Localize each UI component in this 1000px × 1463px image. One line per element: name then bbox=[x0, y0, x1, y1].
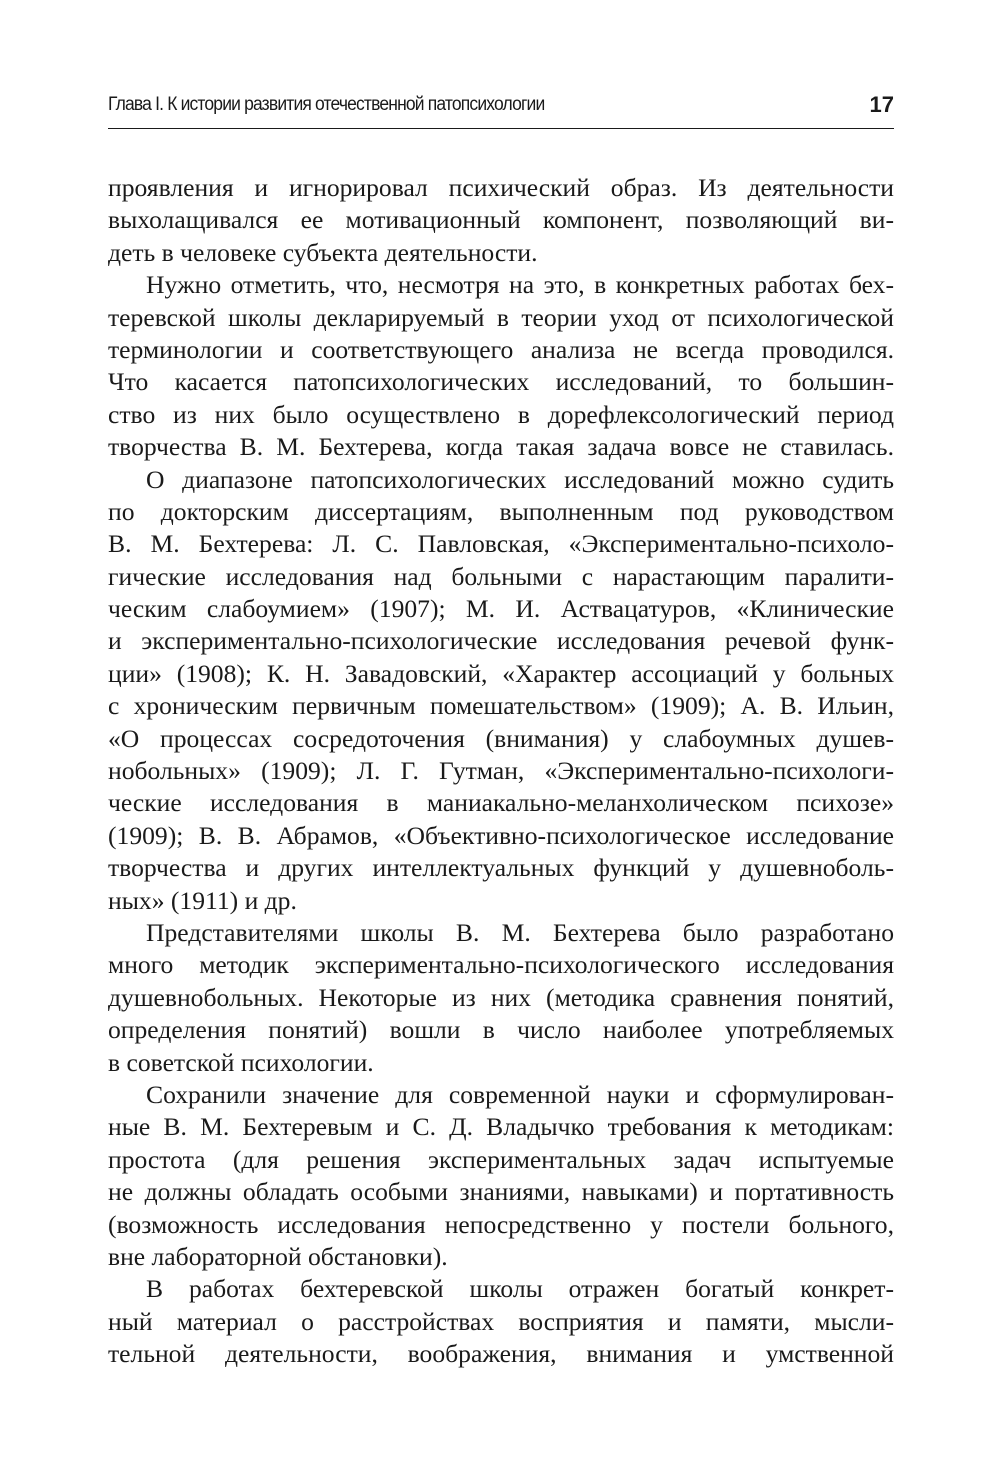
text-line: много методик экспериментально-психологического исследования bbox=[108, 950, 894, 980]
text-line: проявления и игнорировал психический образ. Из деятельности bbox=[108, 173, 894, 202]
text-line: нобольных» (1909); Л. Г. Гутман, «Экспериментально-психологи- bbox=[108, 756, 894, 786]
text-line: Представителями школы В. М. Бехтерева было разработано bbox=[146, 917, 894, 947]
text-line: не должны обладать особыми знаниями, навыками) и портативность bbox=[108, 1177, 894, 1207]
text-line: В. М. Бехтерева: Л. С. Павловская, «Экспериментально-психоло- bbox=[108, 529, 894, 559]
text-line: О диапазоне патопсихологических исследований можно судить bbox=[146, 464, 894, 494]
text-line: тельной деятельности, воображения, внимания и умственной bbox=[108, 1339, 894, 1369]
text-line: выхолащивался ее мотивационный компонент, позволяющий ви- bbox=[108, 205, 894, 235]
text-line: Нужно отметить, что, несмотря на это, в конкретных работах бех- bbox=[146, 270, 894, 300]
paragraph bbox=[108, 1273, 894, 1370]
text-line: ство из них было осуществлено в дорефлексологический период bbox=[108, 399, 894, 429]
paragraph bbox=[108, 172, 894, 269]
text-line: с хроническим первичным помешательством» (1909); А. В. Ильин, bbox=[108, 691, 894, 721]
text-line: определения понятий) вошли в число наиболее употребляемых bbox=[108, 1015, 894, 1045]
running-header bbox=[108, 92, 894, 129]
paragraph bbox=[108, 917, 894, 1079]
paragraph bbox=[108, 1079, 894, 1273]
text-line: Сохранили значение для современной науки и сформулирован- bbox=[146, 1079, 894, 1109]
text-line: ный материал о расстройствах восприятия и памяти, мысли- bbox=[108, 1306, 894, 1336]
body-text bbox=[108, 172, 894, 1370]
text-line: вне лабораторной обстановки). bbox=[108, 1241, 448, 1271]
text-line: ные В. М. Бехтеревым и С. Д. Владычко требования к методикам: bbox=[108, 1112, 894, 1142]
page-number: 17 bbox=[869, 92, 894, 117]
text-line: Что касается патопсихологических исследований, то большин- bbox=[108, 367, 894, 397]
text-line: и экспериментально-психологические исследования речевой функ- bbox=[108, 626, 894, 656]
text-line: (возможность исследования непосредственно у постели больного, bbox=[108, 1209, 894, 1239]
chapter-title: Глава I. К истории развития отечественной патопсихологии bbox=[108, 94, 545, 115]
text-line: теревской школы декларируемый в теории уход от психологической bbox=[108, 302, 894, 332]
text-line: В работах бехтеревской школы отражен богатый конкрет- bbox=[146, 1274, 894, 1304]
text-line: в советской психологии. bbox=[108, 1047, 374, 1077]
text-line: простота (для решения экспериментальных задач испытуемые bbox=[108, 1144, 894, 1174]
text-line: по докторским диссертациям, выполненным под руководством bbox=[108, 496, 894, 526]
text-line: деть в человеке субъекта деятельности. bbox=[108, 237, 538, 267]
text-line: ческие исследования в маниакально-меланхолическом психозе» bbox=[108, 788, 894, 818]
text-line: творчества и других интеллектуальных функций у душевноболь- bbox=[108, 853, 894, 883]
paragraph bbox=[108, 269, 894, 463]
text-line: «О процессах сосредоточения (внимания) у слабоумных душев- bbox=[108, 723, 894, 753]
text-line: терминологии и соответствующего анализа не всегда проводился. bbox=[108, 334, 894, 364]
text-line: гические исследования над больными с нарастающим паралити- bbox=[108, 561, 894, 591]
text-line: ных» (1911) и др. bbox=[108, 885, 297, 915]
text-line: душевнобольных. Некоторые из них (методика сравнения понятий, bbox=[108, 982, 894, 1012]
text-line: (1909); В. В. Абрамов, «Объективно-психологическое исследование bbox=[108, 820, 894, 850]
text-line: творчества В. М. Бехтерева, когда такая задача вовсе не ставилась. bbox=[108, 432, 894, 462]
text-line: ческим слабоумием» (1907); М. И. Аствацатуров, «Клинические bbox=[108, 594, 894, 624]
text-line: ции» (1908); К. Н. Завадовский, «Характер ассоциаций у больных bbox=[108, 658, 894, 688]
paragraph bbox=[108, 464, 894, 917]
